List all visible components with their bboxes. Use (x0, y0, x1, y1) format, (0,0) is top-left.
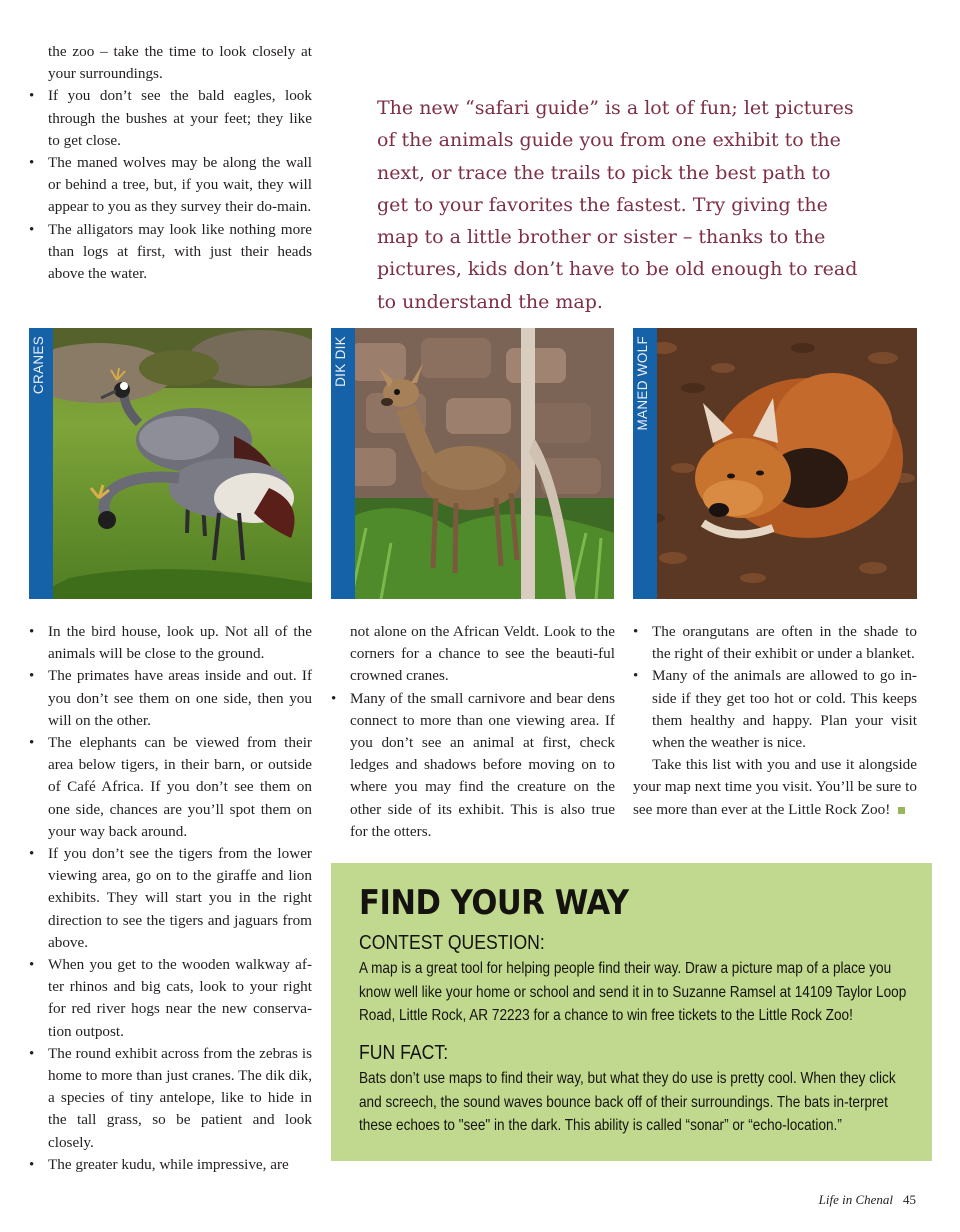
cranes-photo (29, 328, 312, 599)
cranes-image (29, 328, 312, 599)
list-item: • The elephants can be viewed from their area below tigers, in their barn, or outside of Café Africa. If you don’t see them on one side, chances are you’ll spot them on your way back around. (29, 732, 312, 843)
left-column (29, 621, 312, 1176)
tips-list (633, 621, 917, 754)
list-item: • If you don’t see the bald eagles, look through the bushes at your feet; they like to get close. (29, 85, 312, 152)
continued-text: not alone on the African Veldt. Look to the corners for a chance to see the beauti-ful crowned cranes. (350, 623, 615, 685)
list-item: • The orangutans are often in the shade to the right of their exhibit or under a blanket. (633, 621, 917, 665)
photo-label: MANED WOLF (635, 336, 650, 431)
maned-wolf-photo (633, 328, 917, 599)
top-left-column (29, 41, 312, 285)
photo-label-tab (331, 328, 355, 599)
list-item: • The maned wolves may be along the wall or behind a tree, but, if you wait, they will appear to you as they survey their do-main. (29, 152, 312, 219)
photo-label: CRANES (31, 336, 46, 395)
tips-list (29, 85, 312, 285)
list-item: • In the bird house, look up. Not all of the animals will be close to the ground. (29, 621, 312, 665)
contest-question-text: A map is a great tool for helping people find their way. Draw a picture map of a place you know well like your home or school and send it in to Suzanne Ramsel at 14109 Taylor Loop Road, Little Rock, AR 72223 for a chance to win free tickets to the Little Rock Zoo! (359, 960, 907, 1024)
photo-label-tab (633, 328, 657, 599)
end-mark-icon (898, 807, 905, 814)
right-column (633, 621, 917, 821)
closing-text: Take this list with you and use it alongside your map next time you visit. You’ll be sure to see more than ever at the Little Rock Zoo! (633, 756, 917, 818)
maned-wolf-image (633, 328, 917, 599)
pull-quote: The new “safari guide” is a lot of fun; let pictures of the animals guide you from one exhibit to the next, or trace the trails to pick the best path to get to your favorites the fastest. Try giving the map to a little brother or sister – thanks to the pictures, kids don’t have to be old enough to read to understand the map. (377, 97, 858, 313)
dik-dik-photo (331, 328, 614, 599)
middle-column (331, 621, 615, 843)
publication-name: Life in Chenal (818, 1192, 893, 1207)
photo-label: DIK DIK (333, 336, 348, 387)
photo-label-tab (29, 328, 53, 599)
box-heading: FIND YOUR WAY (359, 883, 629, 923)
tips-list (331, 688, 615, 843)
dik-dik-image (331, 328, 614, 599)
fun-fact-label: FUN FACT: (359, 1041, 449, 1064)
list-item: • Many of the animals are allowed to go in-side if they get too hot or cold. This keeps them healthy and happy. Plan your visit when the weather is nice. (633, 665, 917, 754)
list-item: • If you don’t see the tigers from the lower viewing area, go on to the giraffe and lion exhibits. They will start you in the right direction to see the tigers and jaguars from above. (29, 843, 312, 954)
list-item: • The primates have areas inside and out. If you don’t see them on one side, then you will on the other. (29, 665, 312, 732)
list-item: • Many of the small carnivore and bear dens connect to more than one viewing area. If you don’t see an animal at first, check ledges and shadows before moving on to where you may find the creature on the other side of its exhibit. This is also true for the otters. (331, 688, 615, 843)
list-item: • The round exhibit across from the zebras is home to more than just cranes. The dik dik, a species of tiny antelope, like to hide in the tall grass, so be patient and look closely. (29, 1043, 312, 1154)
list-item: • The greater kudu, while impressive, are (29, 1154, 312, 1176)
page-footer (819, 1192, 916, 1208)
fun-fact-text: Bats don’t use maps to find their way, but what they do use is pretty cool. When they click and screech, the sound waves bounce back off of their surroundings. The bats in-terpret these echoes to "see" in the dark. This ability is called “sonar” or “echo-location.” (359, 1070, 896, 1134)
find-your-way-box (331, 863, 932, 1161)
page-number: 45 (903, 1192, 916, 1207)
tips-list (29, 621, 312, 1176)
list-item: • When you get to the wooden walkway af-ter rhinos and big cats, look to your right for red river hogs near the new conserva-tion outpost. (29, 954, 312, 1043)
closing-paragraph (633, 754, 917, 821)
contest-question-label: CONTEST QUESTION: (359, 931, 545, 954)
continued-text: the zoo – take the time to look closely at your surroundings. (48, 43, 312, 83)
list-item: • The alligators may look like nothing more than logs at first, with just their heads above the water. (29, 219, 312, 286)
